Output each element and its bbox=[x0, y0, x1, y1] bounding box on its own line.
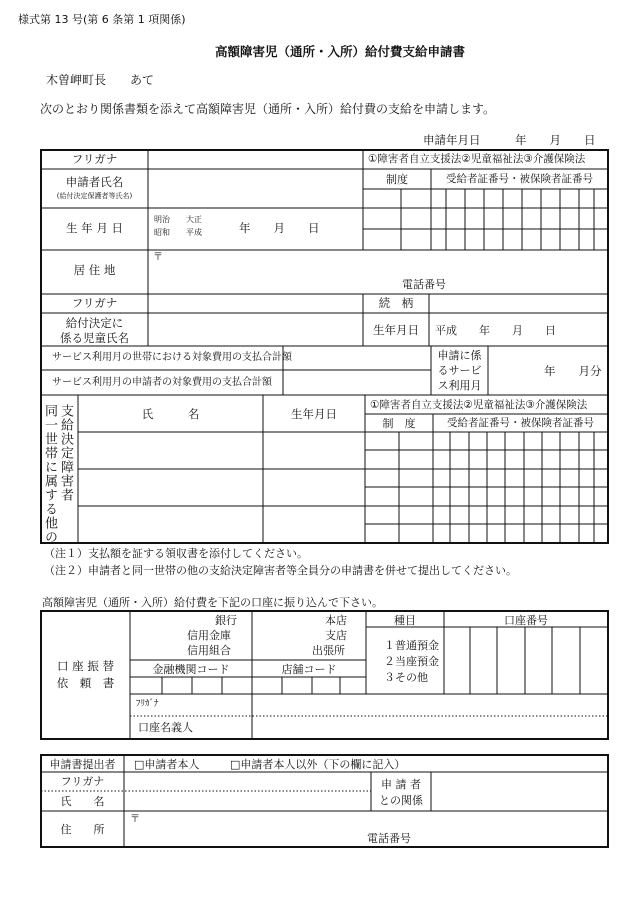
era-taisho: 大正 bbox=[186, 215, 202, 224]
submitter-option-other[interactable]: □申請者本人以外（下の欄に記入） bbox=[230, 758, 406, 771]
bank-label-2: 依 頼 書 bbox=[56, 676, 115, 690]
account-kind-1: １普通預金 bbox=[384, 639, 439, 652]
bank-intro: 高額障害児（通所・入所）給付費を下記の口座に振り込んで下さい。 bbox=[42, 596, 383, 609]
household-total-label: サービス利用月の世帯における対象費用の支払合計額 bbox=[52, 352, 292, 363]
child-relation-label: 続 柄 bbox=[378, 296, 414, 310]
child-name-label-1: 給付決定に bbox=[65, 316, 124, 330]
submitter-name-label: 氏 名 bbox=[60, 795, 105, 808]
household-laws: ①障害者自立支援法②児童福祉法③介護保険法 bbox=[370, 399, 588, 411]
page-title: 高額障害児（通所・入所）給付費支給申請書 bbox=[215, 44, 466, 59]
submitter-address-label: 住 所 bbox=[60, 823, 105, 836]
note-1: （注１）支払額を証する領収書を添付してください。 bbox=[44, 547, 308, 560]
service-month-label-2: るサービ bbox=[437, 364, 482, 377]
submitter-label: 申請書提出者 bbox=[49, 758, 116, 771]
holder-furigana-label: ﾌﾘｶﾞﾅ bbox=[136, 699, 159, 709]
child-furigana-label: フリガナ bbox=[71, 296, 118, 310]
submitter-relation-label-2: との関係 bbox=[379, 794, 423, 807]
household-system-label: 制 度 bbox=[382, 417, 416, 430]
account-kind-3: ３その他 bbox=[384, 671, 428, 684]
applicant-furigana-label: フリガナ bbox=[71, 152, 118, 166]
submitter-furigana-label: フリガナ bbox=[60, 775, 105, 788]
bank-code-label: 金融機関コード bbox=[152, 663, 230, 676]
branch-code-label: 店舗コード bbox=[281, 663, 337, 676]
account-kind-2: ２当座預金 bbox=[384, 655, 439, 668]
applicant-phone-label: 電話番号 bbox=[402, 278, 446, 291]
form-number: 様式第 13 号(第 6 条第 1 項関係) bbox=[18, 13, 186, 26]
applicant-cert-label: 受給者証番号・被保険者証番号 bbox=[446, 173, 593, 185]
applicant-name-label: 申請者氏名 bbox=[65, 175, 124, 189]
bank-label-1: 口 座 振 替 bbox=[57, 659, 114, 673]
service-month-label-1: 申請に係 bbox=[437, 349, 482, 362]
bank-type-shinkin: 信用金庫 bbox=[187, 629, 231, 642]
note-2: （注２）申請者と同一世帯の他の支給決定障害者等全員分の申請書を併せて提出してください。 bbox=[44, 564, 517, 577]
applicant-total-label: サービス利用月の申請者の対象費用の支払合計額 bbox=[52, 377, 272, 388]
era-showa: 昭和 bbox=[154, 228, 170, 237]
submitter-relation-label-1: 申 請 者 bbox=[381, 778, 421, 791]
submitter-postal-mark: 〒 bbox=[130, 814, 140, 825]
household-vertical-label-1: 同一世帯に属する他の bbox=[42, 404, 57, 544]
child-birth-label: 生年月日 bbox=[373, 323, 419, 337]
applicant-birth-ymd: 年 月 日 bbox=[239, 221, 320, 235]
applicant-address-label: 居 住 地 bbox=[73, 263, 116, 277]
applicant-name-sublabel: (給付決定保護者等氏名) bbox=[56, 192, 133, 200]
application-date: 申請年月日 年 月 日 bbox=[423, 133, 596, 147]
intro-text: 次のとおり関係書類を添えて高額障害児（通所・入所）給付費の支給を申請します。 bbox=[40, 102, 496, 116]
household-birth-header: 生年月日 bbox=[291, 407, 337, 421]
bank-type-kumiai: 信用組合 bbox=[187, 644, 231, 657]
submitter-option-self[interactable]: □申請者本人 bbox=[134, 758, 200, 771]
submitter-phone-label: 電話番号 bbox=[367, 832, 411, 845]
era-heisei: 平成 bbox=[186, 228, 202, 237]
household-vertical-label-2: 支給決定障害者 bbox=[58, 404, 73, 502]
addressee: 木曽岬町長 あて bbox=[46, 73, 155, 87]
branch-type-shutchojo: 出張所 bbox=[312, 644, 345, 657]
service-month-label-3: ス利用月 bbox=[437, 379, 482, 392]
branch-type-shiten: 支店 bbox=[325, 629, 347, 642]
applicant-postal-mark: 〒 bbox=[153, 252, 163, 263]
branch-type-honten: 本店 bbox=[325, 614, 347, 627]
child-name-label-2: 係る児童氏名 bbox=[60, 331, 129, 345]
account-holder-label: 口座名義人 bbox=[138, 721, 193, 734]
applicant-system-label: 制度 bbox=[386, 173, 408, 186]
era-meiji: 明治 bbox=[154, 215, 170, 224]
service-month-value: 年 月分 bbox=[544, 364, 602, 378]
applicant-birth-label: 生 年 月 日 bbox=[66, 221, 123, 235]
bank-type-bank: 銀行 bbox=[215, 614, 237, 627]
child-birth-value: 平成 年 月 日 bbox=[435, 324, 556, 337]
household-name-header: 氏 名 bbox=[141, 407, 200, 421]
account-number-label: 口座番号 bbox=[504, 614, 548, 627]
household-cert-label: 受給者証番号・被保険者証番号 bbox=[447, 417, 594, 429]
account-kind-label: 種目 bbox=[394, 614, 416, 627]
applicant-laws: ①障害者自立支援法②児童福祉法③介護保険法 bbox=[368, 153, 586, 165]
